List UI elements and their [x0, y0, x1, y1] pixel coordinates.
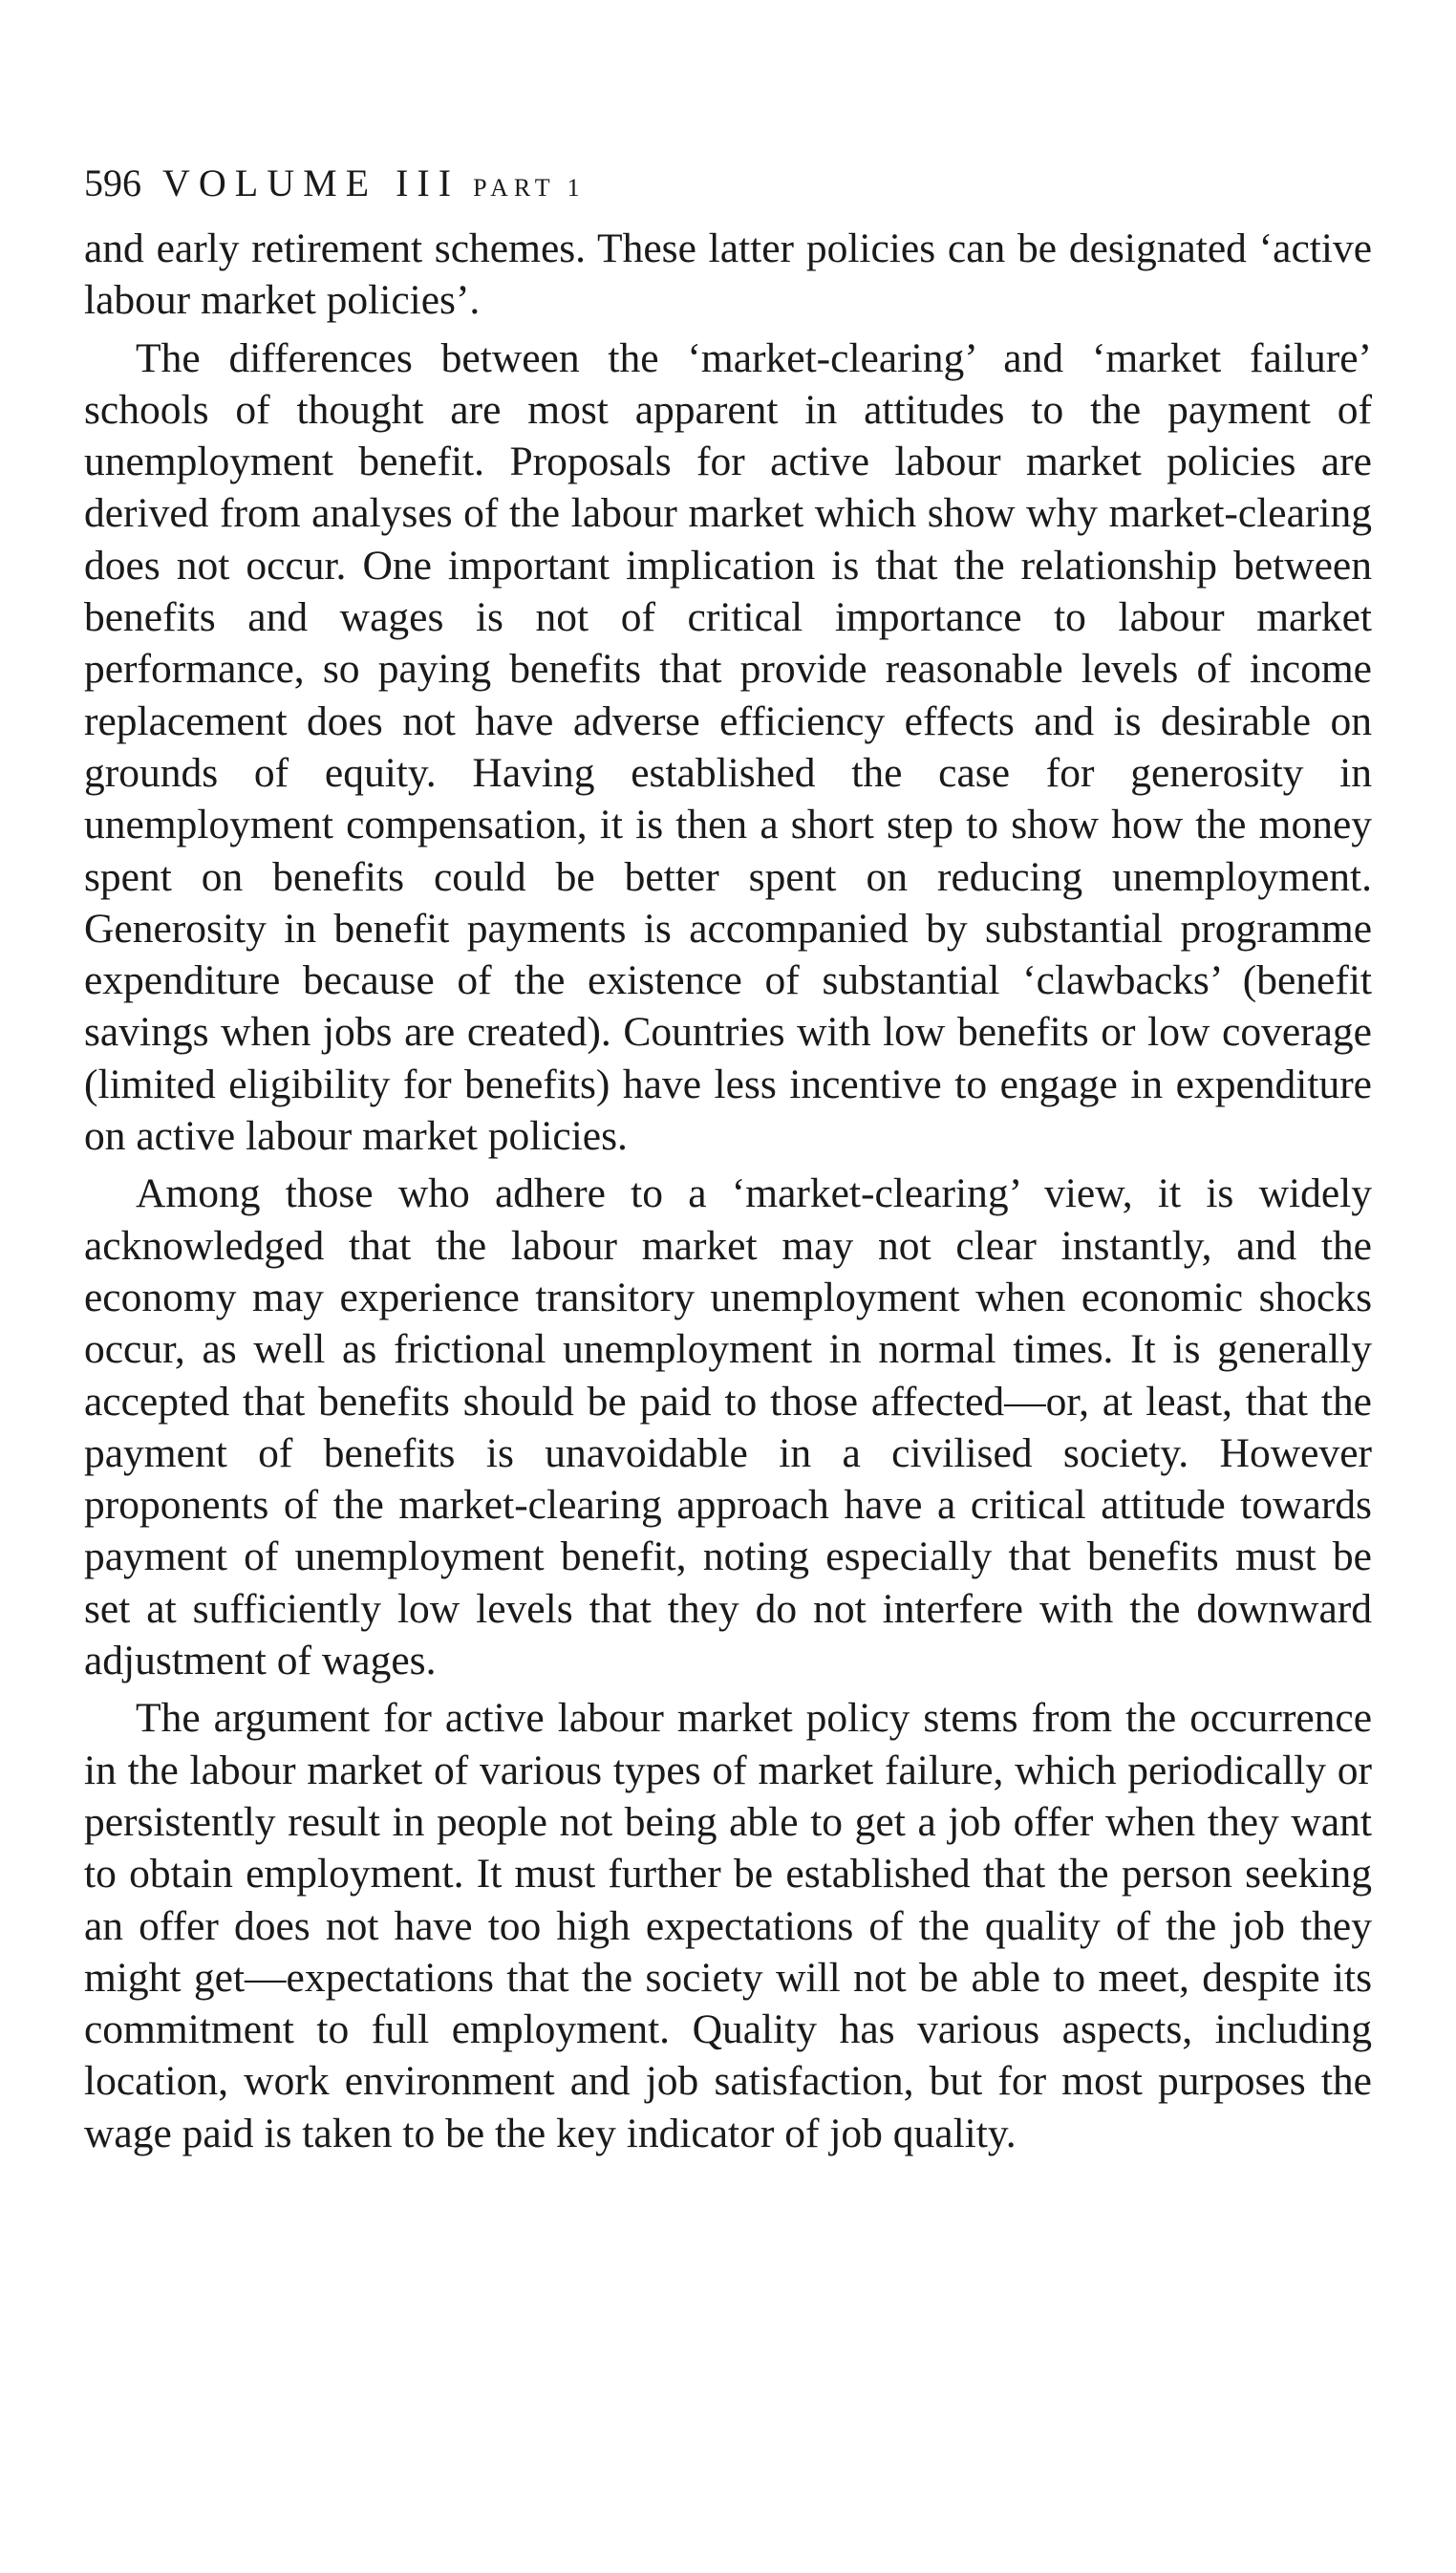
paragraph: The differences between the ‘market-clearing’ and ‘market failure’ schools of thought are most apparent in attitudes to the payment of unemployment benefit. Proposals for active labour market policies are derived from analyses of the labour market which show why market-clearing does not occur. One important implication is that the relationship between benefits and wages is not of critical importance to labour market performance, so paying benefits that provide reasonable levels of income replacement does not have adverse efficiency effects and is desirable on grounds of equity. Having established the case for generosity in unemployment compensation, it is then a short step to show how the money spent on benefits could be better spent on reducing unemployment. Generosity in benefit payments is accompanied by substantial programme expenditure because of the existence of substantial ‘clawbacks’ (benefit savings when jobs are created). Countries with low benefits or low coverage (limited eligibility for benefits) have less incentive to engage in expenditure on active labour market policies.	[84, 334, 1372, 1160]
running-head	[84, 161, 1372, 211]
paragraph-continued: and early retirement schemes. These latter policies can be designated ‘active labour market policies’.	[84, 225, 1372, 324]
book-page	[84, 161, 1372, 2159]
paragraph: The argument for active labour market policy stems from the occurrence in the labour market of various types of market failure, which periodically or persistently result in people not being able to get a job offer when they want to obtain employment. It must further be established that the person seeking an offer does not have too high expectations of the quality of the job they might get—expectations that the society will not be able to meet, despite its commitment to full employment. Quality has various aspects, including location, work environment and job satisfaction, but for most purposes the wage paid is taken to be the key indicator of job quality.	[84, 1695, 1372, 2156]
volume-label: VOLUME III	[162, 161, 460, 204]
part-label: PART 1	[473, 174, 586, 202]
paragraph: Among those who adhere to a ‘market-clearing’ view, it is widely acknowledged that the labour market may not clear instantly, and the economy may experience transitory unemployment when economic shocks occur, as well as frictional unemployment in normal times. It is generally accepted that benefits should be paid to those affected—or, at least, that the payment of benefits is unavoidable in a civilised society. However proponents of the market-clearing approach have a critical attitude towards payment of unemployment benefit, noting especially that benefits must be set at sufficiently low levels that they do not interfere with the downward adjustment of wages.	[84, 1170, 1372, 1684]
page-number: 596	[84, 161, 141, 204]
body-text	[84, 223, 1372, 2159]
